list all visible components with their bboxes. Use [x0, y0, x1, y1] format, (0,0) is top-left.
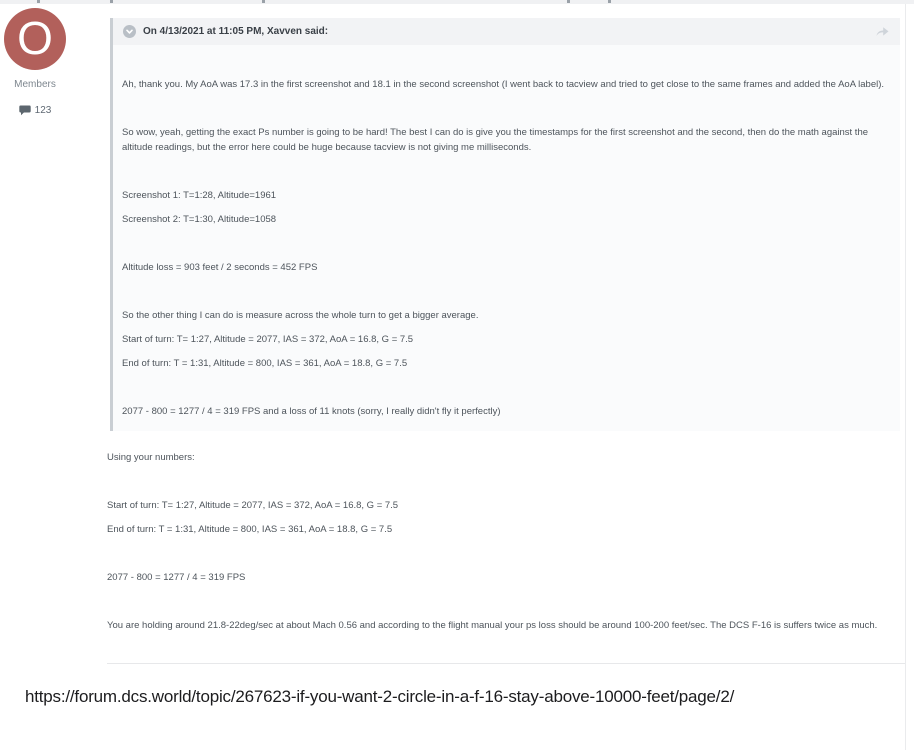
quote-paragraph: Ah, thank you. My AoA was 17.3 in the first screenshot and 18.1 in the second screenshot (I went back to tacview and tried to get close to the same frames and added the AoA label). [122, 79, 885, 90]
topic-url: https://forum.dcs.world/topic/267623-if-you-want-2-circle-in-a-f-16-stay-above-10000-feet/page/2/ [25, 687, 735, 706]
chevron-down-circle-icon[interactable] [123, 25, 136, 38]
quote-paragraph: End of turn: T = 1:31, Altitude = 800, IAS = 361, AoA = 18.8, G = 7.5 [122, 358, 408, 369]
quote-paragraph: 2077 - 800 = 1277 / 4 = 319 FPS and a loss of 11 knots (sorry, I really didn't fly it perfectly) [122, 406, 501, 417]
quote-paragraph: Start of turn: T= 1:27, Altitude = 2077, IAS = 372, AoA = 16.8, G = 7.5 [122, 334, 414, 345]
quote-paragraph: Altitude loss = 903 feet / 2 seconds = 452 FPS [122, 262, 318, 273]
quote-paragraph: Screenshot 1: T=1:28, Altitude=1961 [122, 190, 277, 201]
clipped-text-fragment [262, 0, 265, 3]
member-group-label: Members [14, 79, 56, 90]
post-divider [107, 663, 905, 664]
quote-citation: On 4/13/2021 at 11:05 PM, Xavven said: [143, 26, 329, 37]
quote-paragraph: Screenshot 2: T=1:30, Altitude=1058 [122, 214, 277, 225]
clipped-text-fragment [110, 0, 113, 3]
reply-paragraph: You are holding around 21.8-22deg/sec at about Mach 0.56 and according to the flight manual your ps loss should be around 100-200 feet/sec. The DCS F-16 is suffers twice as much. [107, 620, 878, 631]
reply-paragraph: 2077 - 800 = 1277 / 4 = 319 FPS [107, 572, 246, 583]
reply-paragraph: End of turn: T = 1:31, Altitude = 800, IAS = 361, AoA = 18.8, G = 7.5 [107, 524, 393, 535]
comment-count-row [0, 105, 70, 116]
reply-paragraph: Using your numbers: [107, 452, 195, 463]
avatar[interactable] [4, 8, 66, 70]
curved-arrow-icon[interactable] [875, 26, 890, 37]
quote-block [110, 18, 900, 431]
speech-bubble-icon [19, 105, 31, 116]
reply-body [107, 450, 899, 633]
quote-paragraph: So the other thing I can do is measure across the whole turn to get a bigger average. [122, 310, 479, 321]
clipped-text-fragment [608, 0, 611, 3]
avatar-letter: O [17, 11, 53, 64]
quote-body [113, 45, 900, 431]
comment-count: 123 [34, 105, 52, 116]
clipped-content-strip [0, 0, 914, 4]
clipped-text-fragment [567, 0, 570, 3]
clipped-text-fragment [37, 0, 40, 3]
page-edge-divider [905, 4, 906, 750]
quote-paragraph: So wow, yeah, getting the exact Ps number is going to be hard! The best I can do is give you the timestamps for the first screenshot and the second, then do the math against the altitude readings, but the error here could be huge because tacview is not giving me milliseconds. [122, 127, 869, 153]
quote-header[interactable] [113, 18, 900, 45]
reply-paragraph: Start of turn: T= 1:27, Altitude = 2077, IAS = 372, AoA = 16.8, G = 7.5 [107, 500, 399, 511]
